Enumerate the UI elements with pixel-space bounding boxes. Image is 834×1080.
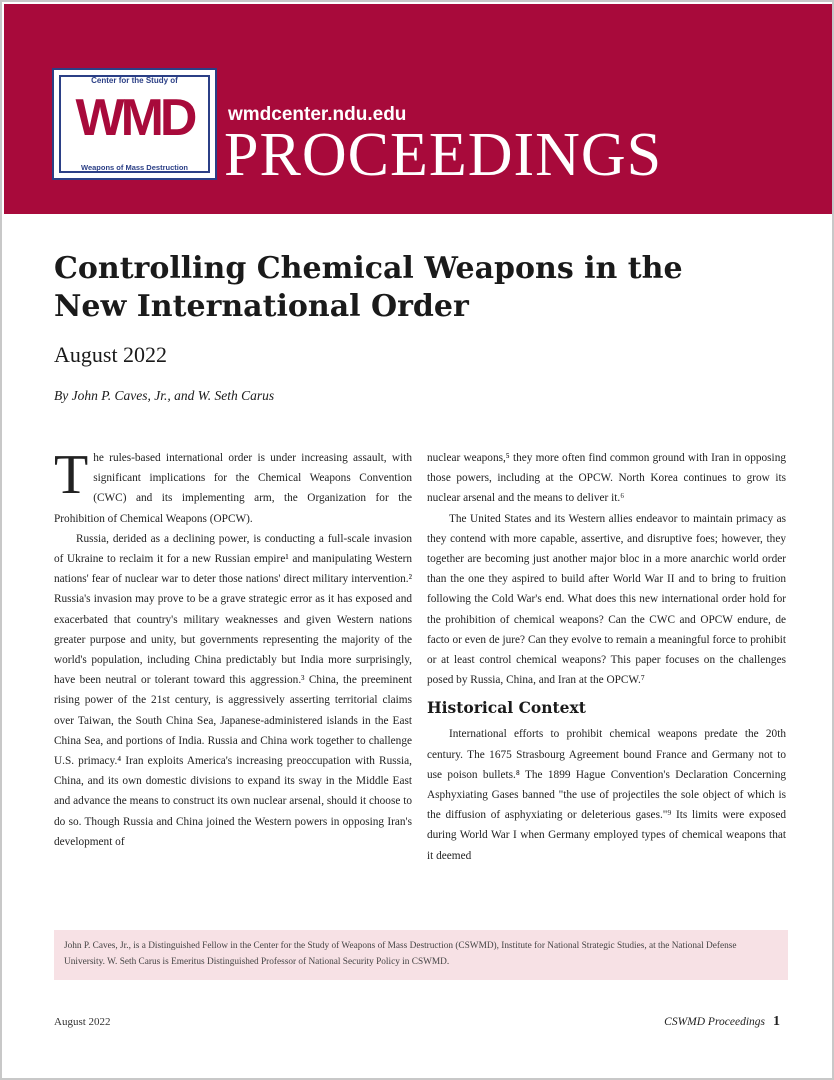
paragraph-intro-text: he rules-based international order is under increasing assault, with significant implications for the Chemical Weapons Convention (CWC) and its implementing arm, the Organization for the Prohibition of Chemical Weapons (OPCW). (54, 452, 412, 525)
author-note: John P. Caves, Jr., is a Distinguished Fellow in the Center for the Study of Weapons of Mass Destruction (CSWMD), Institute for National Strategic Studies, at the National Defense University. W. Seth Carus is Emeritus Distinguished Professor of National Security Policy in CSWMD. (54, 930, 788, 980)
footer-publication-name: CSWMD Proceedings (664, 1016, 765, 1028)
paragraph: nuclear weapons,⁵ they more often find common ground with Iran in opposing those powers, including at the OPCW. North Korea continues to grow its nuclear arsenal and the means to deliver it.⁶ (427, 452, 786, 505)
logo-top-text: Center for the Study of (91, 76, 178, 85)
article-date: August 2022 (54, 342, 168, 367)
column-left (54, 444, 412, 852)
wmd-center-logo (52, 68, 217, 180)
logo-bottom-text: Weapons of Mass Destruction (81, 163, 188, 172)
series-title: PROCEEDINGS (224, 121, 663, 189)
article-title: Controlling Chemical Weapons in the New International Order (54, 251, 683, 324)
page-number: 1 (773, 1014, 780, 1029)
logo-wordmark: WMD (75, 89, 194, 147)
paragraph: The United States and its Western allies endeavor to maintain primacy as they contend with more capable, assertive, and disruptive foes; however, they together are becoming just another major bloc in a more anarchic world order than the one they aspired to build after World War II and to bring to fruition following the Cold War's end. What does this new international order hold for the prohibition of chemical weapons? Can the CWC and OPCW endure, de facto or even de jure? Can they evolve to remain a meaningful force to prohibit or at least control chemical weapons? This paper focuses on the challenges posed by Russia, China, and Iran at the OPCW.⁷ (427, 512, 786, 687)
paragraph: International efforts to prohibit chemical weapons predate the 20th century. The 1675 Strasbourg Agreement bound France and Germany not to use poison bullets.⁸ The 1899 Hague Convention's Declaration Concerning Asphyxiating Gases banned "the use of projectiles the sole object of which is the diffusion of asphyxiating or deleterious gases."⁹ Its limits were exposed during World War I when Germany employed types of chemical weapons that it deemed (427, 728, 786, 862)
site-url: wmdcenter.ndu.edu (228, 104, 407, 125)
column-right (427, 448, 786, 866)
section-heading: Historical Context (427, 698, 586, 718)
footer-publication (664, 1014, 780, 1030)
paragraph-intro (54, 444, 412, 529)
article-byline: By John P. Caves, Jr., and W. Seth Carus (54, 388, 275, 403)
footer-date: August 2022 (54, 1016, 111, 1028)
paragraph: Russia, derided as a declining power, is conducting a full-scale invasion of Ukraine to reclaim it for a new Russian empire¹ and manipulating Western nations' fear of nuclear war to deter those nations' direct military intervention.² Russia's invasion may prove to be a grave strategic error as it has exposed and exacerbated that country's military weaknesses and given Western nations greater purpose and unity, but governments representing the majority of the world's population, including China predictably but India more surprisingly, have been neutral or tolerant toward this aggression.³ China, the preeminent rising power of the 21st century, is aggressively asserting territorial claims over Taiwan, the South China Sea, Japanese-administered islands in the East China Sea, and portions of India. Russia and China work together to challenge U.S. primacy.⁴ Iran exploits America's increasing preoccupation with Russia, China, and its own domestic divisions to expand its sway in the Middle East and advance the means to construct its own nuclear arsenal, should it choose to do so. Though Russia and China joined the Western powers in opposing Iran's development of (54, 532, 412, 848)
drop-cap: T (54, 444, 89, 506)
